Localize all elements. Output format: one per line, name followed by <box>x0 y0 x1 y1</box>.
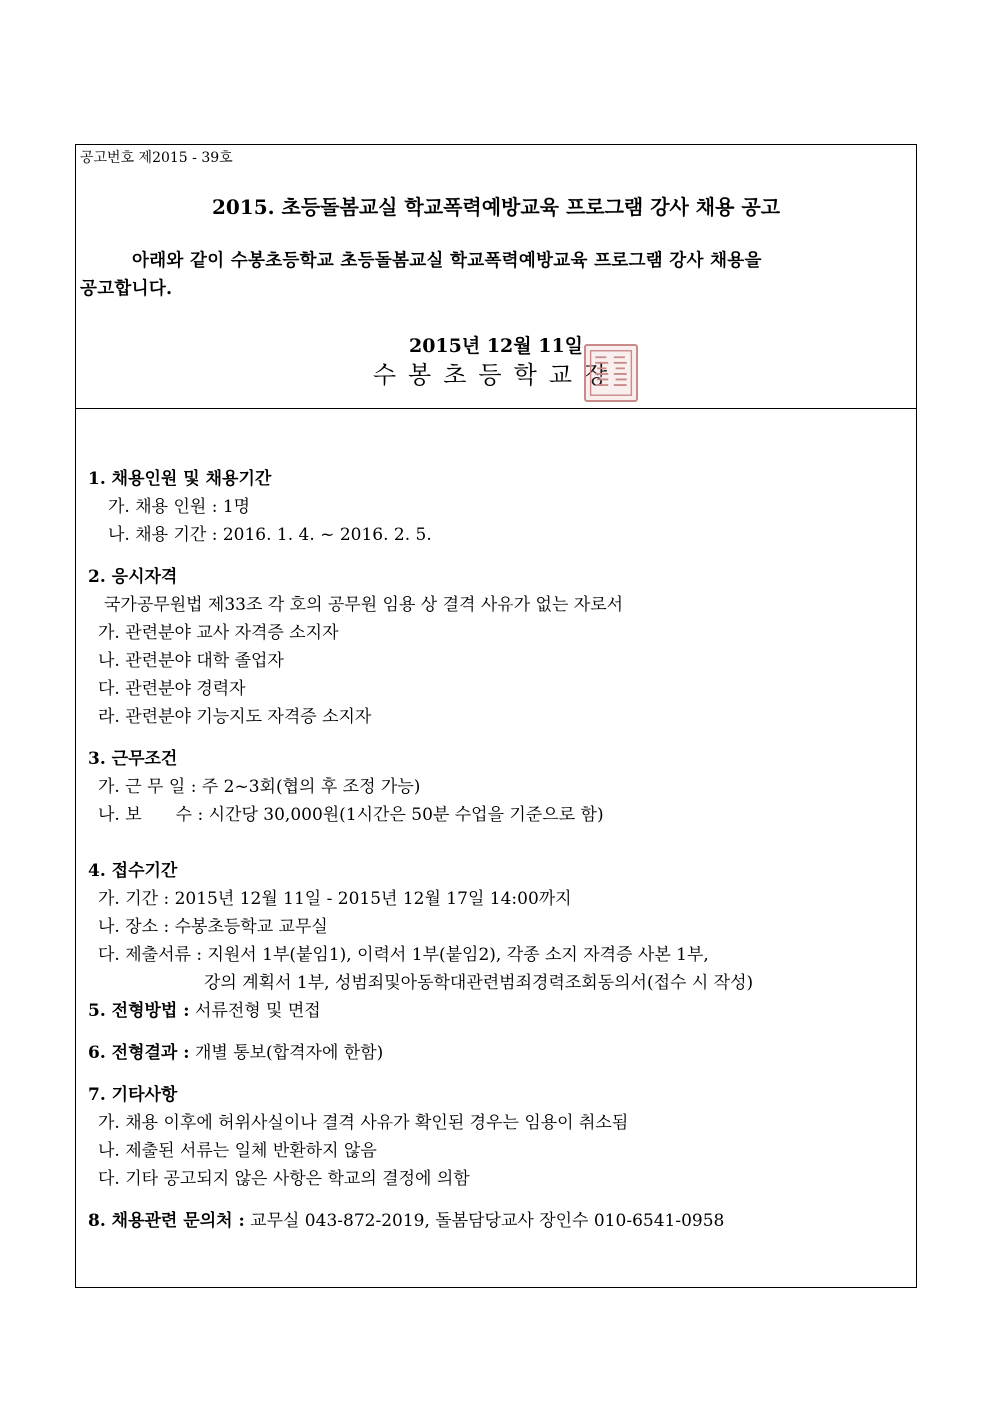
section-6-text: 개별 통보(합격자에 한함) <box>194 1043 384 1063</box>
notice-number: 공고번호 제2015 - 39호 <box>80 150 233 166</box>
list-item: 가. 관련분야 교사 자격증 소지자 <box>98 623 339 643</box>
list-item: 나. 채용 기간 : 2016. 1. 4. ~ 2016. 2. 5. <box>108 525 432 545</box>
list-item-continuation: 강의 계획서 1부, 성범죄및아동학대관련범죄경력조회동의서(접수 시 작성) <box>204 973 754 993</box>
list-item: 나. 보 수 : 시간당 30,000원(1시간은 50분 수업을 기준으로 함) <box>98 805 604 825</box>
section-divider <box>76 408 916 409</box>
notice-title: 2015. 초등돌봄교실 학교폭력예방교육 프로그램 강사 채용 공고 <box>211 195 781 219</box>
section-8-label: 8. 채용관련 문의처 : <box>88 1211 245 1231</box>
section-2-lead: 국가공무원법 제33조 각 호의 공무원 임용 상 결격 사유가 없는 자로서 <box>104 595 624 615</box>
section-1-heading: 1. 채용인원 및 채용기간 <box>88 469 272 489</box>
intro-line-2: 공고합니다. <box>80 279 173 299</box>
section-6 <box>88 1042 383 1064</box>
section-8-text: 교무실 043-872-2019, 돌봄담당교사 장인수 010-6541-0958 <box>250 1211 725 1231</box>
official-seal-icon <box>584 344 638 402</box>
list-item: 다. 관련분야 경력자 <box>98 679 246 699</box>
section-8 <box>88 1210 724 1232</box>
notice-date: 2015년 12월 11일 <box>408 335 584 357</box>
section-2-heading: 2. 응시자격 <box>88 567 178 587</box>
list-item: 나. 관련분야 대학 졸업자 <box>98 651 284 671</box>
list-item: 가. 기간 : 2015년 12월 11일 - 2015년 12월 17일 14:00까지 <box>98 889 572 909</box>
list-item: 다. 제출서류 : 지원서 1부(붙임1), 이력서 1부(붙임2), 각종 소지 자격증 사본 1부, <box>98 945 709 965</box>
list-item: 가. 채용 인원 : 1명 <box>108 497 251 517</box>
section-5 <box>88 1000 321 1022</box>
list-item: 라. 관련분야 기능지도 자격증 소지자 <box>98 707 372 727</box>
section-5-label: 5. 전형방법 : <box>88 1001 190 1021</box>
section-6-label: 6. 전형결과 : <box>88 1043 190 1063</box>
notice-frame <box>75 144 917 1288</box>
list-item: 나. 장소 : 수봉초등학교 교무실 <box>98 917 328 937</box>
list-item: 가. 근 무 일 : 주 2~3회(협의 후 조정 가능) <box>98 777 421 797</box>
section-4-heading: 4. 접수기간 <box>88 861 178 881</box>
section-3-heading: 3. 근무조건 <box>88 749 178 769</box>
section-5-text: 서류전형 및 면접 <box>194 1001 321 1021</box>
intro-line-1: 아래와 같이 수봉초등학교 초등돌봄교실 학교폭력예방교육 프로그램 강사 채용을 <box>132 251 762 271</box>
list-item: 가. 채용 이후에 허위사실이나 결격 사유가 확인된 경우는 임용이 취소됨 <box>98 1113 629 1133</box>
section-7-heading: 7. 기타사항 <box>88 1085 178 1105</box>
list-item: 다. 기타 공고되지 않은 사항은 학교의 결정에 의함 <box>98 1169 470 1189</box>
list-item: 나. 제출된 서류는 일체 반환하지 않음 <box>98 1141 377 1161</box>
principal-title: 수봉초등학교장 <box>372 361 620 389</box>
